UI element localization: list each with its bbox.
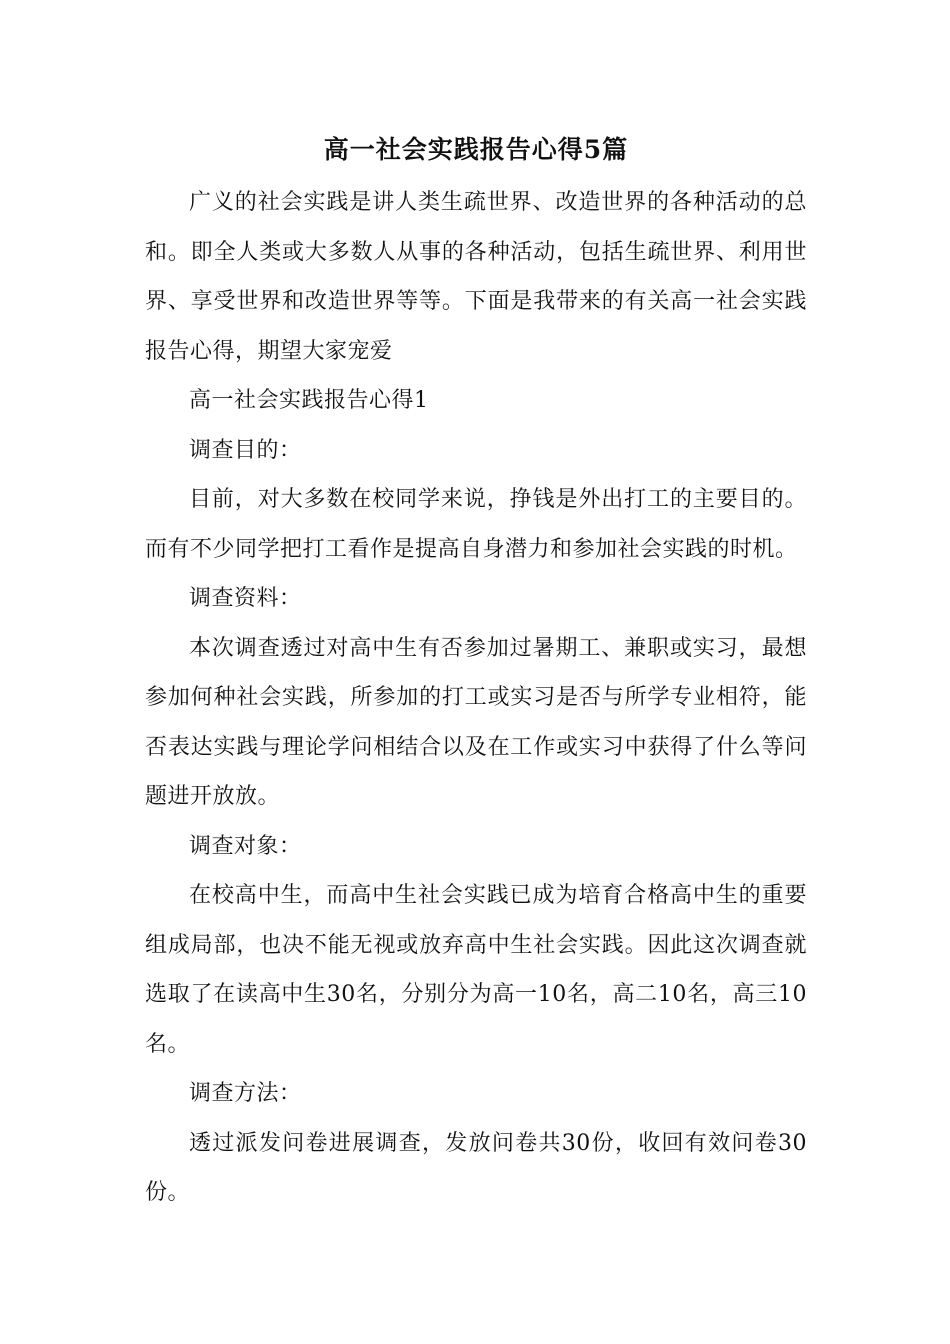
subjects-heading: 调查对象： bbox=[189, 833, 302, 859]
document-title: 高一社会实践报告心得5篇 bbox=[323, 135, 629, 164]
intro-paragraph: 广义的社会实践是讲人类生疏世界、改造世界的各种活动的总和。即全人类或大多数人从事的各种活动，包括生疏世界、利用世界、享受世界和改造世界等等。下面是我带来的有关高一社会实践报告心得，期望大家宠爱 bbox=[145, 190, 807, 364]
purpose-heading: 调查目的： bbox=[189, 437, 302, 463]
document-page bbox=[145, 130, 807, 1218]
purpose-paragraph: 目前，对大多数在校同学来说，挣钱是外出打工的主要目的。而有不少同学把打工看作是提高自身潜力和参加社会实践的时机。 bbox=[145, 487, 807, 562]
materials-heading: 调查资料： bbox=[189, 586, 302, 611]
subjects-paragraph: 在校高中生，而高中生社会实践已成为培育合格高中生的重要组成局部，也决不能无视或放弃高中生社会实践。因此这次调查就选取了在读高中生30名，分别分为高一10名，高二10名，高三10名。 bbox=[145, 883, 807, 1057]
method-heading: 调查方法： bbox=[189, 1081, 302, 1106]
section-title: 高一社会实践报告心得1 bbox=[189, 388, 429, 413]
method-paragraph: 透过派发问卷进展调查，发放问卷共30份，收回有效问卷30份。 bbox=[145, 1130, 807, 1205]
materials-paragraph: 本次调查透过对高中生有否参加过暑期工、兼职或实习，最想参加何种社会实践，所参加的打工或实习是否与所学专业相符，能否表达实践与理论学问相结合以及在工作或实习中获得了什么等问题进开放放。 bbox=[145, 635, 807, 809]
